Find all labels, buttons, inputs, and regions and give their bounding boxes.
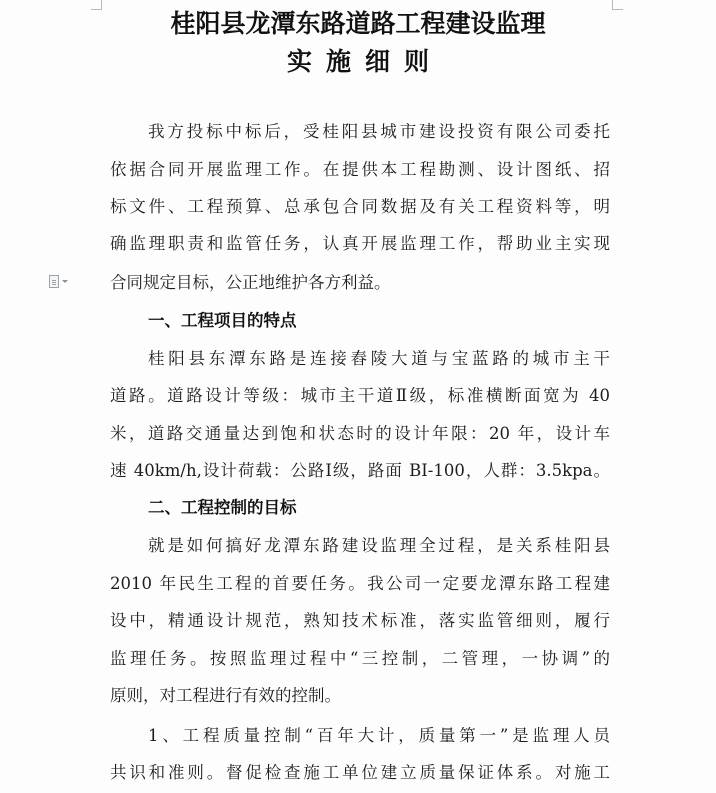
section-heading: 一、工程项目的特点 [148,311,297,330]
document-title-line-1: 桂阳县龙潭东路道路工程建设监理 [170,9,546,38]
section-heading: 二、工程控制的目标 [148,498,297,517]
body-line: 速 40km/h,设计荷载：公路Ⅰ级，路面 BI-100，人群：3.5kpa。 [110,461,610,480]
body-line: 依据合同开展监理工作。在提供本工程勘测、设计图纸、招 [110,160,610,179]
paragraph-options-button[interactable] [49,275,68,288]
body-line: 道路。道路设计等级：城市主干道Ⅱ级，标准横断面宽为 40 [110,386,610,405]
body-line: 桂阳县东潭东路是连接舂陵大道与宝蓝路的城市主干 [148,349,610,368]
body-line: 设中，精通设计规范，熟知技术标准，落实监管细则，履行 [110,611,610,630]
body-line: 米，道路交通量达到饱和状态时的设计年限：20 年，设计车 [110,424,610,443]
body-line: 确监理职责和监管任务，认真开展监理工作，帮助业主实现 [110,234,610,253]
body-line: 合同规定目标，公正地维护各方利益。 [110,273,391,292]
document-title-line-2: 实施细则 [286,47,443,76]
body-line: 监理任务。按照监理过程中“三控制，二管理，一协调”的 [110,649,610,668]
body-line: 就是如何搞好龙潭东路建设监理全过程，是关系桂阳县 [148,536,610,555]
document-icon [49,275,59,288]
body-line: 2010 年民生工程的首要任务。我公司一定要龙潭东路工程建 [110,574,610,593]
body-line: 共识和准则。督促检查施工单位建立质量保证体系。对施工 [110,763,610,782]
body-line: 我方投标中标后，受桂阳县城市建设投资有限公司委托 [148,122,610,141]
body-line: 标文件、工程预算、总承包合同数据及有关工程资料等，明 [110,197,610,216]
body-line: 1、工程质量控制“百年大计，质量第一”是监理人员 [148,726,610,745]
body-line: 原则，对工程进行有效的控制。 [110,686,341,705]
chevron-down-icon [62,280,68,283]
